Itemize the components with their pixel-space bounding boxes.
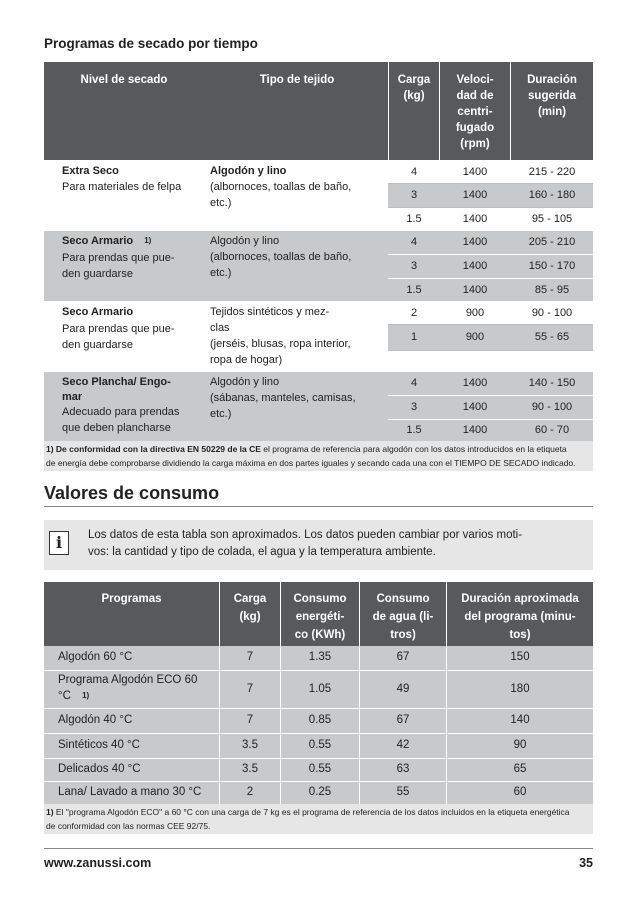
cell-dur: 215 - 220 bbox=[528, 166, 576, 178]
level-title: Seco Plancha/ Engo- bbox=[62, 376, 171, 388]
cell-vel: 900 bbox=[465, 307, 485, 319]
fabric-desc: etc.) bbox=[210, 197, 232, 209]
cell-energia: 0.25 bbox=[308, 786, 332, 798]
cell-vel: 900 bbox=[465, 331, 485, 343]
cell-energia: 1.35 bbox=[308, 651, 332, 663]
level-title: Seco Armario 1) bbox=[62, 235, 152, 247]
cell-carga: 7 bbox=[246, 683, 254, 695]
footnote-ref: 1) bbox=[144, 236, 152, 245]
drying-footnote: 1) De conformidad con la directiva EN 50229 de la CE el programa de referencia para algodón con los datos introducidos en la etiqueta de energía debe comprobarse dividiendo la carga máxima en dos partes iguales y secando cada una con el TIEMPO DE SECADO indicado. bbox=[44, 441, 593, 471]
fabric-desc: (albornoces, toallas de baño, bbox=[210, 251, 352, 263]
cell-carga: 3 bbox=[410, 401, 418, 413]
cell-agua: 49 bbox=[396, 683, 410, 695]
cell-duracion: 180 bbox=[510, 683, 530, 695]
cell-vel: 1400 bbox=[462, 424, 488, 436]
level-desc: Para prendas que pue- bbox=[62, 252, 175, 264]
cell-carga: 3.5 bbox=[242, 763, 258, 775]
footer-divider bbox=[44, 848, 593, 849]
cell-vel: 1400 bbox=[462, 166, 488, 178]
cell-vel: 1400 bbox=[462, 236, 488, 248]
cell-carga: 3.5 bbox=[242, 739, 258, 751]
cell-carga: 7 bbox=[246, 714, 254, 726]
cell-dur: 90 - 100 bbox=[531, 401, 573, 413]
cell-energia: 0.85 bbox=[308, 714, 332, 726]
consumption-footnote: 1) El "programa Algodón ECO" a 60 °C con una carga de 7 kg es el programa de referencia de los datos incluidos en la etiqueta energética de conformidad con las normas CEE 92/75. bbox=[44, 804, 593, 834]
cell-carga: 1.5 bbox=[406, 424, 422, 436]
cell-vel: 1400 bbox=[462, 189, 488, 201]
cell-agua: 67 bbox=[396, 714, 410, 726]
cell-duracion: 140 bbox=[510, 714, 530, 726]
consumption-table-header bbox=[44, 582, 593, 646]
header-duracion-aprox: Duración aproximada del programa (minu- tos) bbox=[461, 593, 579, 641]
header-carga: Carga (kg) bbox=[233, 593, 267, 623]
section-title-drying: Programas de secado por tiempo bbox=[44, 36, 258, 51]
section-title-consumo: Valores de consumo bbox=[44, 483, 220, 503]
cell-programa: °C 1) bbox=[58, 690, 90, 702]
fabric-desc: ropa de hogar) bbox=[210, 354, 283, 366]
level-desc: Para materiales de felpa bbox=[62, 181, 182, 193]
header-velocidad: Veloci- dad de centri- fugado (rpm) bbox=[455, 74, 495, 150]
cell-programa: Lana/ Lavado a mano 30 °C bbox=[58, 786, 202, 798]
cell-dur: 55 - 65 bbox=[534, 331, 570, 343]
header-duracion: Duración sugerida (min) bbox=[527, 74, 577, 118]
cell-vel: 1400 bbox=[462, 401, 488, 413]
cell-programa: Algodón 40 °C bbox=[58, 714, 133, 726]
level-desc: Para prendas que pue- bbox=[62, 323, 175, 335]
cell-carga: 4 bbox=[410, 166, 418, 178]
drying-table-header bbox=[44, 62, 593, 160]
cell-energia: 1.05 bbox=[308, 683, 332, 695]
info-text: Los datos de esta tabla son aproximados. Los datos pueden cambiar por varios moti- vos: la cantidad y tipo de colada, el agua y la temperatura ambiente. bbox=[88, 529, 523, 558]
fabric-title: Algodón y lino bbox=[210, 235, 280, 247]
cell-carga: 3 bbox=[410, 260, 418, 272]
level-desc: que deben plancharse bbox=[62, 422, 171, 434]
fabric-desc: (sábanas, manteles, camisas, bbox=[210, 392, 356, 404]
cell-duracion: 90 bbox=[513, 739, 527, 751]
cell-vel: 1400 bbox=[462, 260, 488, 272]
cell-carga: 2 bbox=[246, 786, 254, 798]
fabric-desc: etc.) bbox=[210, 267, 232, 279]
cell-dur: 205 - 210 bbox=[528, 236, 576, 248]
header-programas: Programas bbox=[101, 593, 162, 605]
cell-dur: 60 - 70 bbox=[534, 424, 570, 436]
cell-agua: 42 bbox=[396, 739, 410, 751]
cell-vel: 1400 bbox=[462, 284, 488, 296]
cell-carga: 1.5 bbox=[406, 284, 422, 296]
level-desc: den guardarse bbox=[62, 268, 133, 280]
info-icon: i bbox=[49, 531, 69, 555]
cell-energia: 0.55 bbox=[308, 739, 332, 751]
cell-dur: 85 - 95 bbox=[534, 284, 570, 296]
cell-agua: 67 bbox=[396, 651, 410, 663]
header-tipo: Tipo de tejido bbox=[259, 74, 335, 86]
fabric-desc: etc.) bbox=[210, 408, 232, 420]
section-divider bbox=[44, 506, 593, 507]
cell-carga: 1.5 bbox=[406, 213, 422, 225]
info-note bbox=[44, 520, 593, 570]
cell-carga: 7 bbox=[246, 651, 254, 663]
cell-programa: Sintéticos 40 °C bbox=[58, 739, 140, 751]
cell-agua: 63 bbox=[396, 763, 410, 775]
cell-carga: 2 bbox=[410, 307, 418, 319]
header-nivel: Nivel de secado bbox=[80, 74, 168, 86]
cell-dur: 160 - 180 bbox=[528, 189, 576, 201]
cell-programa: Programa Algodón ECO 60 bbox=[58, 674, 198, 686]
cell-vel: 1400 bbox=[462, 377, 488, 389]
level-title: Seco Armario bbox=[62, 306, 134, 318]
cell-energia: 0.55 bbox=[308, 763, 332, 775]
cell-dur: 140 - 150 bbox=[528, 377, 576, 389]
header-energia: Consumo energéti- co (KWh) bbox=[293, 593, 347, 641]
footer-url[interactable]: www.zanussi.com bbox=[44, 856, 152, 870]
column-divider bbox=[359, 646, 360, 804]
fabric-title: Tejidos sintéticos y mez- bbox=[210, 306, 330, 318]
column-divider bbox=[446, 646, 447, 804]
header-agua: Consumo de agua (li- tros) bbox=[372, 593, 434, 641]
column-divider bbox=[280, 646, 281, 804]
cell-dur: 95 - 105 bbox=[531, 213, 573, 225]
fabric-title: Algodón y lino bbox=[210, 165, 287, 177]
level-title: Extra Seco bbox=[62, 165, 119, 177]
page-number: 35 bbox=[579, 856, 593, 870]
column-divider bbox=[219, 646, 220, 804]
fabric-desc: (albornoces, toallas de baño, bbox=[210, 181, 352, 193]
cell-carga: 4 bbox=[410, 236, 418, 248]
fabric-desc: (jerséis, blusas, ropa interior, bbox=[210, 338, 351, 350]
level-desc: den guardarse bbox=[62, 339, 133, 351]
cell-programa: Delicados 40 °C bbox=[58, 763, 141, 775]
header-carga: Carga (kg) bbox=[397, 74, 431, 102]
cell-vel: 1400 bbox=[462, 213, 488, 225]
level-title: mar bbox=[62, 391, 83, 403]
cell-dur: 90 - 100 bbox=[531, 307, 573, 319]
level-desc: Adecuado para prendas bbox=[62, 406, 180, 418]
cell-carga: 1 bbox=[410, 331, 418, 343]
fabric-title: Algodón y lino bbox=[210, 376, 280, 388]
cell-duracion: 60 bbox=[513, 786, 527, 798]
cell-dur: 150 - 170 bbox=[528, 260, 576, 272]
cell-programa: Algodón 60 °C bbox=[58, 651, 133, 663]
cell-carga: 3 bbox=[410, 189, 418, 201]
cell-duracion: 65 bbox=[513, 763, 527, 775]
fabric-desc: clas bbox=[210, 322, 230, 334]
cell-agua: 55 bbox=[396, 786, 410, 798]
cell-carga: 4 bbox=[410, 377, 418, 389]
cell-duracion: 150 bbox=[510, 651, 530, 663]
